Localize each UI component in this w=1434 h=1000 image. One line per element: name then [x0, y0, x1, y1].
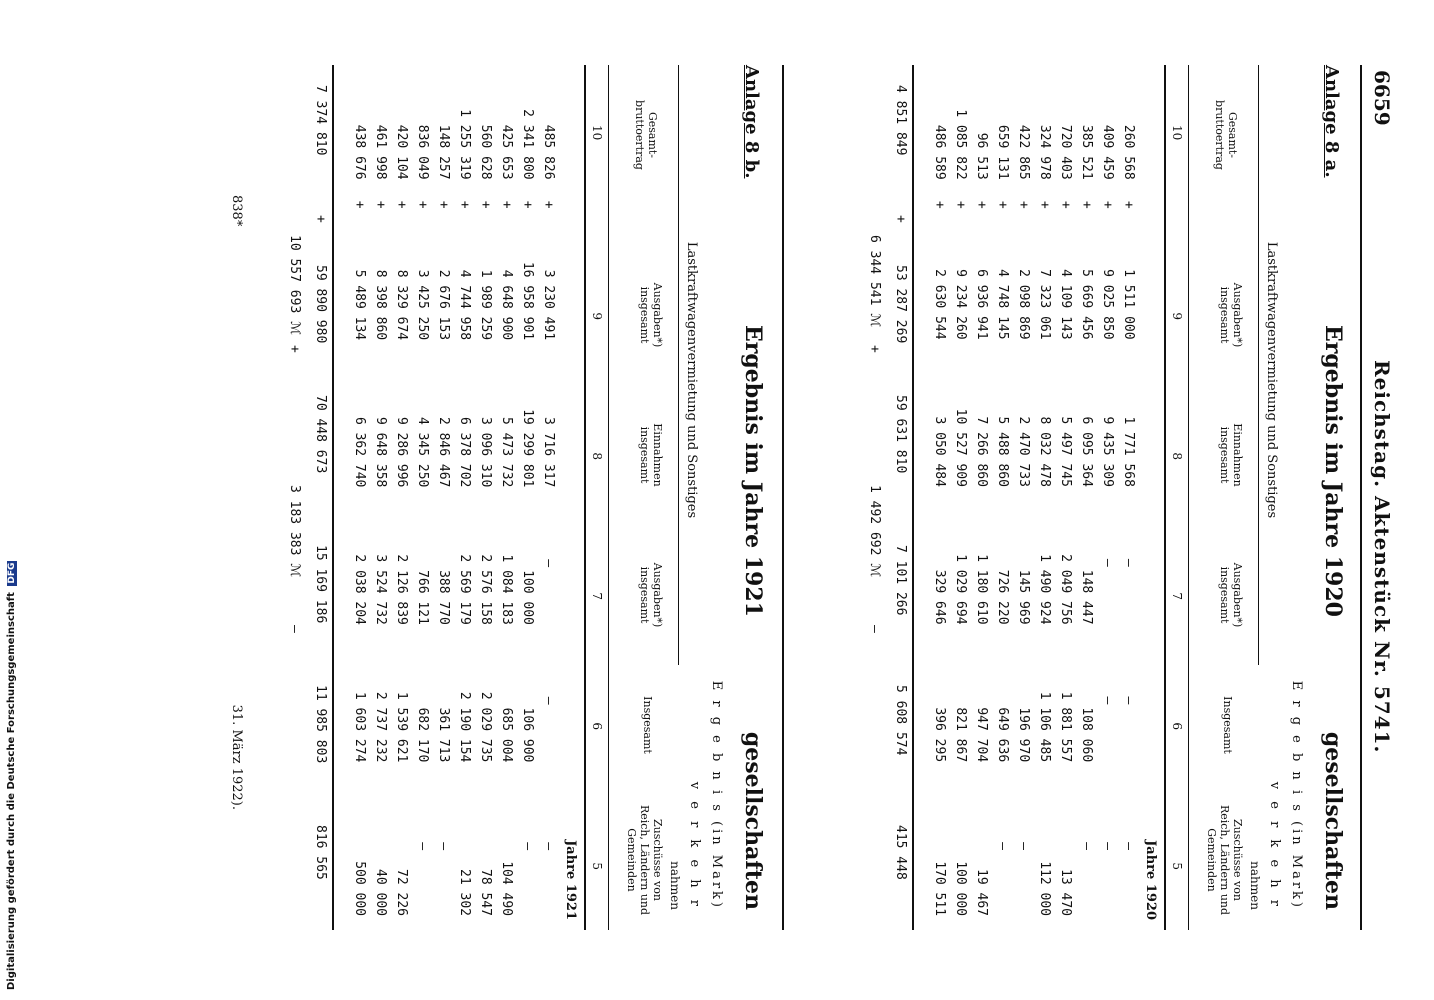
table-cell: 21 302 [457, 869, 472, 916]
colnum-divider-bottom [584, 65, 586, 930]
table-cell: — [436, 842, 451, 851]
table-cell: 3 425 250 [415, 269, 430, 341]
totals-divider [332, 65, 334, 930]
table-cell: 836 049 [415, 124, 430, 180]
table-cell: 2 470 733 [1016, 416, 1031, 487]
total-value: 70 448 673 [313, 395, 328, 474]
table-cell: 3 230 491 [541, 269, 556, 341]
col-num-9: 9 [590, 312, 604, 320]
col-head-10: Gesamt-bruttoertrag [633, 100, 659, 170]
page-mark: 838* [229, 195, 244, 227]
table-cell: 329 646 [932, 569, 947, 625]
table-cell: 112 000 [1037, 861, 1052, 916]
total-value: 15 169 186 [313, 545, 328, 624]
col-head-7: Ausgaben*) insgesamt [638, 562, 664, 628]
table-cell: 104 490 [499, 861, 514, 916]
table-row [454, 65, 475, 930]
table-cell: 96 513 [974, 132, 989, 180]
table-cell: 409 459 [1100, 124, 1115, 180]
table-row [349, 65, 370, 930]
truck-rental-heading: Lastkraftwagenvermietung und Sonstiges [1264, 241, 1279, 519]
section-title-suffix: gesellschaften [1320, 731, 1346, 910]
document-reference: Reichstag. Aktenstück Nr. 5741. [1370, 360, 1394, 754]
total-value: 59 631 810 [893, 395, 908, 474]
dfg-credit-text: Digitalisierung gefördert durch die Deutsche Forschungsgemeinschaft [6, 592, 17, 990]
table-cell: + [415, 200, 430, 209]
table-cell: 6 095 364 [1079, 416, 1094, 487]
traffic-label: v e r k e h r [687, 781, 702, 910]
results-table-1920 [929, 65, 1139, 930]
total-value: + [893, 215, 908, 223]
table-cell: + [953, 200, 968, 209]
table-cell: 260 568 [1121, 124, 1136, 180]
table-cell: 8 398 860 [373, 269, 388, 341]
table-cell: — [415, 842, 430, 851]
table-cell: 425 653 [499, 124, 514, 180]
table-cell: 324 978 [1037, 124, 1052, 180]
table-cell: 2 049 756 [1058, 554, 1073, 625]
table-cell: + [1100, 200, 1115, 209]
table-cell: 8 032 478 [1037, 416, 1052, 487]
col-num-10: 10 [1170, 125, 1184, 141]
table-cell: 3 096 310 [478, 416, 493, 488]
col-head-5: Zuschüsse von Reich, Ländern und Gemeinden [1205, 804, 1244, 916]
table-cell: 766 121 [415, 570, 430, 625]
table-cell: 10 527 909 [953, 408, 968, 487]
table-cell: 1 084 183 [499, 554, 514, 625]
table-cell: 4 648 900 [499, 269, 514, 341]
table-cell: — [541, 559, 556, 568]
table-cell: 1 511 000 [1121, 269, 1136, 340]
truck-rental-heading: Lastkraftwagenvermietung und Sonstiges [684, 241, 699, 519]
table-cell: 3 716 317 [541, 416, 556, 488]
section-title-suffix: gesellschaften [740, 731, 766, 910]
table-row [1097, 65, 1118, 930]
anlage-label: Anlage 8 a. [1321, 65, 1342, 178]
table-cell: + [1058, 200, 1073, 209]
table-cell: 500 000 [352, 861, 367, 916]
table-cell: 148 257 [436, 124, 451, 180]
table-cell: 6 362 740 [352, 416, 367, 488]
table-cell: + [457, 200, 472, 209]
header-rule [1360, 65, 1362, 930]
table-cell: 78 547 [478, 869, 493, 916]
table-cell: 1 029 694 [953, 554, 968, 625]
table-cell: — [1100, 842, 1115, 850]
table-row [370, 65, 391, 930]
table-row [929, 65, 950, 930]
table-cell: 3 524 732 [373, 554, 388, 625]
result-label: E r g e b n i s (in Mark) [1289, 680, 1304, 910]
table-cell: 1 771 568 [1121, 416, 1136, 487]
table-cell: 720 403 [1058, 124, 1073, 180]
balance-value: — [867, 625, 882, 633]
table-cell: — [1121, 696, 1136, 705]
balance-value: + [287, 345, 302, 353]
table-cell: — [541, 842, 556, 851]
col-head-5: Zuschüsse von Reich, Ländern und Gemeinden [625, 804, 664, 916]
income-label: nahmen [1248, 861, 1262, 910]
table-cell: + [1121, 200, 1136, 209]
balance-value: 1 492 692 ℳ [867, 485, 882, 578]
table-cell: 6 378 702 [457, 416, 472, 488]
table-cell: + [541, 200, 556, 209]
table-cell: + [394, 200, 409, 209]
table-cell: 8 329 674 [394, 269, 409, 341]
table-cell: 5 669 456 [1079, 269, 1094, 340]
total-value: 7 374 810 [313, 85, 328, 156]
table-cell: + [932, 200, 947, 209]
colnum-divider-top [1188, 65, 1189, 930]
table-cell: 1 085 822 [953, 109, 968, 180]
table-cell: 422 865 [1016, 124, 1031, 180]
table-cell: 72 226 [394, 869, 409, 916]
col-num-8: 8 [590, 452, 604, 460]
table-cell: 361 713 [436, 707, 451, 763]
table-cell: 9 234 260 [953, 269, 968, 340]
table-cell: — [995, 842, 1010, 850]
dfg-logo: DFG [7, 562, 17, 584]
table-cell: 1 106 485 [1037, 691, 1052, 763]
table-cell: — [1100, 558, 1115, 567]
table-cell: 148 447 [1079, 569, 1094, 625]
table-cell: + [1037, 200, 1052, 209]
table-cell: 5 473 732 [499, 416, 514, 488]
total-value: 59 890 980 [313, 265, 328, 344]
table-cell: 106 900 [520, 707, 535, 763]
table-cell: 7 266 860 [974, 416, 989, 487]
table-cell: 170 511 [932, 861, 947, 916]
table-cell: 1 603 274 [352, 691, 367, 763]
section-divider [782, 65, 784, 930]
table-cell: 4 345 250 [415, 416, 430, 488]
table-cell: 682 170 [415, 707, 430, 763]
table-cell: + [520, 200, 535, 209]
table-cell: 9 648 358 [373, 416, 388, 488]
table-cell: 1 989 259 [478, 269, 493, 341]
table-cell: 7 323 061 [1037, 269, 1052, 340]
table-cell: 9 025 850 [1100, 269, 1115, 340]
table-cell: 4 744 958 [457, 269, 472, 341]
table-cell: 2 126 839 [394, 554, 409, 625]
table-cell: 2 676 153 [436, 269, 451, 341]
table-row [412, 65, 433, 930]
table-row [433, 65, 454, 930]
income-label: nahmen [668, 861, 682, 910]
table-cell: 4 109 143 [1058, 269, 1073, 340]
table-row [1055, 65, 1076, 930]
total-value: 4 851 849 [893, 85, 908, 156]
table-row [391, 65, 412, 930]
table-cell: + [974, 200, 989, 209]
total-value: 53 287 269 [893, 265, 908, 344]
table-row [950, 65, 971, 930]
table-cell: 947 704 [974, 707, 989, 763]
table-cell: 9 286 996 [394, 416, 409, 488]
table-cell: 1 255 319 [457, 109, 472, 180]
table-cell: 2 569 179 [457, 554, 472, 625]
col-head-8: Einnahmen insgesamt [638, 423, 664, 487]
table-cell: 9 435 309 [1100, 416, 1115, 487]
total-value: 11 985 803 [313, 685, 328, 764]
section-title: Ergebnis im Jahre 1920 [1320, 325, 1346, 617]
col-num-5: 5 [1170, 862, 1184, 870]
table-cell: 2 576 158 [478, 554, 493, 625]
table-cell: — [541, 696, 556, 705]
section-anlage-8a [794, 65, 1354, 930]
table-row [475, 65, 496, 930]
balance-value: 3 183 383 ℳ [287, 485, 302, 578]
table-cell: 2 098 869 [1016, 269, 1031, 340]
table-row [1034, 65, 1055, 930]
table-cell: + [352, 200, 367, 209]
table-cell: 2 190 154 [457, 691, 472, 763]
total-value: 415 448 [893, 825, 908, 880]
traffic-label: v e r k e h r [1267, 781, 1282, 910]
table-cell: 3 050 484 [932, 416, 947, 487]
date-note: 31. März 1922). [229, 704, 244, 810]
table-cell: — [1121, 842, 1136, 850]
table-cell: 560 628 [478, 124, 493, 180]
table-cell: 108 060 [1079, 707, 1094, 763]
year-label: Jahre 1921 [563, 840, 578, 920]
col-head-6: Insgesamt [1221, 696, 1234, 754]
col-head-8: Einnahmen insgesamt [1218, 423, 1244, 487]
total-value: 7 101 266 [893, 545, 908, 616]
col-num-5: 5 [590, 862, 604, 870]
col-num-7: 7 [1170, 592, 1184, 600]
page-number: 6659 [1370, 70, 1394, 126]
col-num-6: 6 [1170, 722, 1184, 730]
table-cell: 1 490 924 [1037, 554, 1052, 625]
section-title: Ergebnis im Jahre 1921 [740, 325, 766, 617]
totals-divider [912, 65, 914, 930]
table-cell: — [1079, 842, 1094, 850]
table-cell: 388 770 [436, 570, 451, 625]
table-cell: + [499, 200, 514, 209]
col-num-10: 10 [590, 125, 604, 141]
col-num-9: 9 [1170, 312, 1184, 320]
col-head-6: Insgesamt [641, 696, 654, 754]
table-row [517, 65, 538, 930]
table-cell: 649 636 [995, 707, 1010, 763]
total-value: 5 608 574 [893, 685, 908, 756]
table-cell: 13 470 [1058, 869, 1073, 916]
table-cell: 100 000 [520, 570, 535, 625]
table-cell: — [1016, 842, 1031, 850]
heading-divider [1258, 65, 1259, 665]
col-num-7: 7 [590, 592, 604, 600]
table-row [1013, 65, 1034, 930]
table-cell: + [995, 200, 1010, 209]
table-cell: 685 004 [499, 707, 514, 763]
table-cell: 2 630 544 [932, 269, 947, 340]
table-cell: + [478, 200, 493, 209]
balance-value: 6 344 541 ℳ [867, 235, 882, 328]
section-anlage-8b [154, 65, 774, 930]
col-num-8: 8 [1170, 452, 1184, 460]
colnum-divider-bottom [1164, 65, 1166, 930]
colnum-divider-top [608, 65, 609, 930]
table-cell: 196 970 [1016, 707, 1031, 763]
table-cell: 5 489 134 [352, 269, 367, 341]
col-head-9: Ausgaben*) insgesamt [638, 282, 664, 348]
table-cell: 5 497 745 [1058, 416, 1073, 487]
table-cell: 1 881 557 [1058, 691, 1073, 763]
table-cell: — [520, 842, 535, 851]
table-cell: 6 936 941 [974, 269, 989, 340]
table-row [992, 65, 1013, 930]
table-cell: 1 539 621 [394, 691, 409, 763]
table-cell: + [373, 200, 388, 209]
table-cell: — [1100, 696, 1115, 705]
table-cell: 16 958 901 [520, 261, 535, 341]
table-cell: 659 131 [995, 124, 1010, 180]
table-cell: 486 589 [932, 124, 947, 180]
table-row [971, 65, 992, 930]
table-row [1076, 65, 1097, 930]
table-cell: 2 846 467 [436, 416, 451, 488]
table-cell: + [1016, 200, 1031, 209]
heading-divider [678, 65, 679, 665]
table-cell: + [436, 200, 451, 209]
table-cell: 100 000 [953, 861, 968, 916]
table-cell: 2 029 735 [478, 691, 493, 763]
col-head-7: Ausgaben*) insgesamt [1218, 562, 1244, 628]
table-row [496, 65, 517, 930]
col-num-6: 6 [590, 722, 604, 730]
table-cell: + [1079, 200, 1094, 209]
table-cell: — [1121, 558, 1136, 567]
table-cell: 145 969 [1016, 569, 1031, 625]
table-cell: 5 488 860 [995, 416, 1010, 487]
table-cell: 40 000 [373, 869, 388, 916]
table-cell: 19 467 [974, 869, 989, 916]
results-table-1921 [349, 65, 559, 930]
balance-value: + [867, 345, 882, 353]
table-cell: 1 180 610 [974, 554, 989, 625]
table-cell: 396 295 [932, 707, 947, 763]
table-cell: 385 521 [1079, 124, 1094, 180]
table-row [538, 65, 559, 930]
table-row [1118, 65, 1139, 930]
table-cell: 438 676 [352, 124, 367, 180]
col-head-9: Ausgaben*) insgesamt [1218, 282, 1244, 348]
table-cell: 2 038 204 [352, 554, 367, 625]
table-cell: 2 737 232 [373, 691, 388, 763]
table-cell: 821 867 [953, 707, 968, 763]
balance-value: — [287, 625, 302, 633]
col-head-10: Gesamt-bruttoertrag [1213, 100, 1239, 170]
balance-value: 10 557 693 ℳ [287, 235, 302, 335]
table-cell: 420 104 [394, 124, 409, 180]
table-cell: 2 341 800 [520, 109, 535, 180]
year-label: Jahre 1920 [1143, 840, 1158, 920]
table-cell: 485 826 [541, 124, 556, 180]
table-cell: 726 220 [995, 569, 1010, 625]
result-label: E r g e b n i s (in Mark) [709, 680, 724, 910]
total-value: 816 565 [313, 825, 328, 880]
table-cell: 461 998 [373, 124, 388, 180]
table-cell: 19 299 801 [520, 409, 535, 488]
anlage-label: Anlage 8 b. [741, 65, 762, 179]
total-value: + [313, 215, 328, 223]
table-cell: 4 748 145 [995, 269, 1010, 340]
page-header [1364, 0, 1394, 1000]
